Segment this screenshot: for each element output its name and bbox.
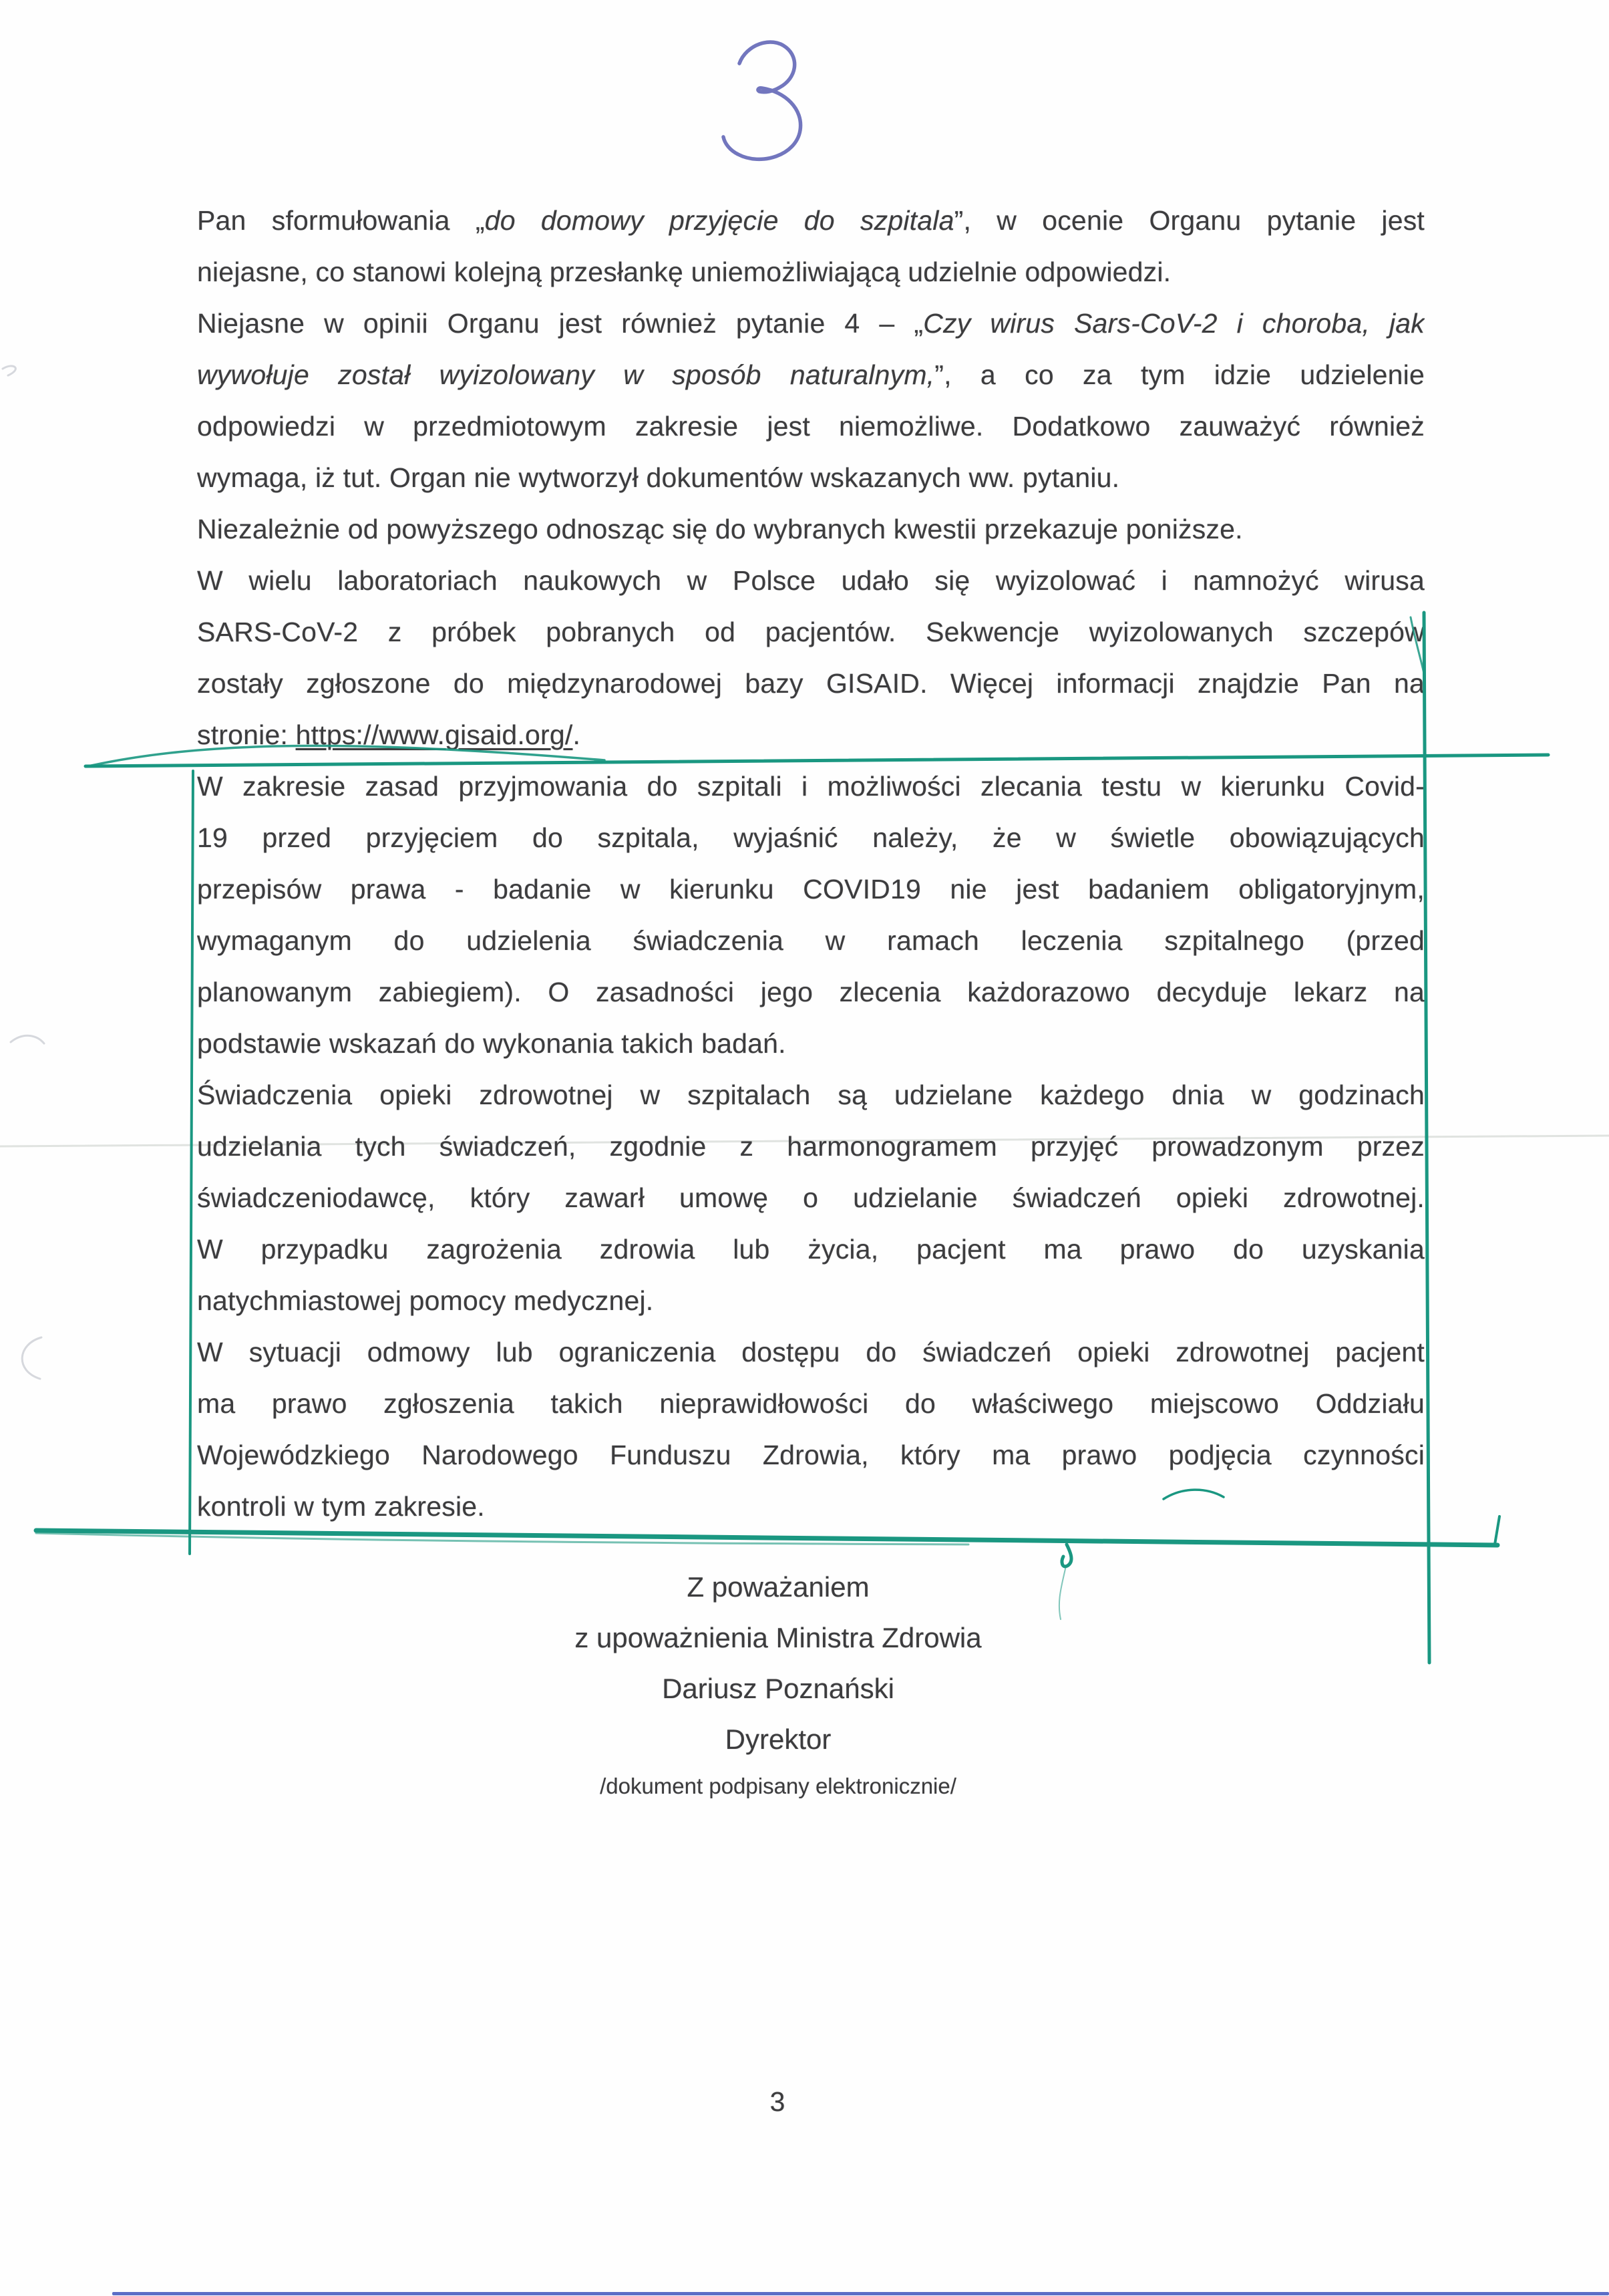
page-number: 3 <box>769 2086 785 2117</box>
signer-name: Dariusz Poznański <box>662 1673 894 1704</box>
text-segment: SARS-CoV-2 z próbek pobranych od pacjentów. Sekwencje wyizolowanych szczepów <box>197 617 1425 647</box>
text-line <box>197 1378 1425 1430</box>
text-line <box>197 247 1425 298</box>
text-segment: Wojewódzkiego Narodowego Funduszu Zdrowia, który ma prawo podjęcia czynności <box>197 1440 1425 1470</box>
text-line <box>197 812 1425 864</box>
text-segment: ”, w ocenie Organu pytanie jest <box>954 205 1425 236</box>
green-separator-second-pass <box>36 1533 968 1544</box>
text-segment: niejasne, co stanowi kolejną przesłankę uniemożliwiającą udzielnie odpowiedzi. <box>197 257 1172 287</box>
text-line <box>197 1070 1425 1121</box>
text-segment: Niejasne w opinii Organu jest również pytanie 4 – „ <box>197 308 924 339</box>
text-segment: przepisów prawa - badanie w kierunku COVID19 nie jest badaniem obligatoryjnym, <box>197 874 1425 905</box>
text-line <box>197 658 1425 709</box>
signer-title: Dyrektor <box>725 1724 832 1755</box>
text-line <box>197 1481 1425 1532</box>
handwritten-three-stroke <box>723 42 801 159</box>
text-line <box>197 607 1425 658</box>
text-segment: wywołuje został wyizolowany w sposób naturalnym, <box>197 359 935 390</box>
text-segment: kontroli w tym zakresie. <box>197 1491 485 1522</box>
left-margin-mark-top <box>3 366 15 375</box>
text-segment: W wielu laboratoriach naukowych w Polsce udało się wyizolować i namnożyć wirusa <box>197 565 1425 596</box>
closing-phrase: Z poważaniem <box>687 1571 870 1603</box>
text-segment: . <box>572 719 581 750</box>
text-line <box>197 709 1425 761</box>
text-segment: W przypadku zagrożenia zdrowia lub życia, pacjent ma prawo do uzyskania <box>197 1234 1425 1265</box>
text-segment: stronie: <box>197 719 296 750</box>
text-line <box>197 864 1425 915</box>
text-segment: świadczeniodawcę, który zawarł umowę o udzielanie świadczeń opieki zdrowotnej. <box>197 1182 1425 1213</box>
text-line <box>197 1224 1425 1275</box>
text-segment: planowanym zabiegiem). O zasadności jego zlecenia każdorazowo decyduje lekarz na <box>197 977 1425 1007</box>
handwritten-page-number <box>705 30 812 184</box>
text-line <box>197 298 1425 349</box>
text-segment: podstawie wskazań do wykonania takich badań. <box>197 1028 786 1059</box>
text-line <box>197 1121 1425 1172</box>
text-line <box>197 967 1425 1018</box>
text-segment: Czy wirus Sars-CoV-2 i choroba, jak <box>923 308 1425 339</box>
gisaid-url: https://www.gisaid.org/ <box>295 719 573 750</box>
text-segment: wymaga, iż tut. Organ nie wytworzył dokumentów wskazanych ww. pytaniu. <box>197 462 1120 493</box>
text-line <box>197 761 1425 812</box>
text-segment: ma prawo zgłoszenia takich nieprawidłowości do właściwego miejscowo Oddziału <box>197 1388 1425 1419</box>
signature-block <box>334 1562 1222 1802</box>
text-line <box>197 504 1425 555</box>
text-line <box>197 1018 1425 1070</box>
letter-body <box>197 195 1425 1532</box>
text-segment: Świadczenia opieki zdrowotnej w szpitalach są udzielane każdego dnia w godzinach <box>197 1080 1425 1110</box>
text-segment: natychmiastowej pomocy medycznej. <box>197 1285 654 1316</box>
text-line <box>197 915 1425 967</box>
text-line <box>197 1172 1425 1224</box>
text-line <box>197 555 1425 607</box>
text-segment: zostały zgłoszone do międzynarodowej bazy GISAID. Więcej informacji znajdzie Pan na <box>197 668 1425 699</box>
text-segment: do domowy przyjęcie do szpitala <box>484 205 954 236</box>
left-margin-mark-bottom <box>22 1337 41 1379</box>
text-segment: 19 przed przyjęciem do szpitala, wyjaśnić należy, że w świetle obowiązujących <box>197 822 1425 853</box>
electronic-signature-note: /dokument podpisany elektronicznie/ <box>600 1774 956 1798</box>
text-segment: W zakresie zasad przyjmowania do szpitali i możliwości zlecania testu w kierunku Covid- <box>197 771 1425 802</box>
text-line <box>197 349 1425 401</box>
left-margin-mark-middle <box>11 1035 44 1043</box>
text-segment: Pan sformułowania „ <box>197 205 485 236</box>
green-separator-above-signature <box>36 1530 1497 1545</box>
text-line <box>197 1430 1425 1481</box>
text-segment: W sytuacji odmowy lub ograniczenia dostępu do świadczeń opieki zdrowotnej pacjent <box>197 1337 1425 1367</box>
green-right-bracket-line <box>1424 613 1429 1663</box>
text-segment: ”, a co za tym idzie udzielenie <box>934 359 1425 390</box>
text-segment: wymaganym do udzielenia świadczenia w ramach leczenia szpitalnego (przed <box>197 925 1425 956</box>
authorization-line: z upoważnienia Ministra Zdrowia <box>574 1622 982 1653</box>
text-line <box>197 401 1425 452</box>
text-segment: Niezależnie od powyższego odnosząc się do wybranych kwestii przekazuje poniższe. <box>197 514 1243 544</box>
text-line <box>197 195 1425 247</box>
text-line <box>197 1275 1425 1327</box>
green-separator-end-tick <box>1495 1516 1499 1544</box>
bottom-edge-blue-line <box>112 2292 1609 2295</box>
text-segment: odpowiedzi w przedmiotowym zakresie jest niemożliwe. Dodatkowo zauważyć również <box>197 411 1425 442</box>
text-segment: udzielania tych świadczeń, zgodnie z harmonogramem przyjęć prowadzonym przez <box>197 1131 1425 1162</box>
green-left-bracket-line <box>190 771 193 1554</box>
text-line <box>197 452 1425 504</box>
text-line <box>197 1327 1425 1378</box>
